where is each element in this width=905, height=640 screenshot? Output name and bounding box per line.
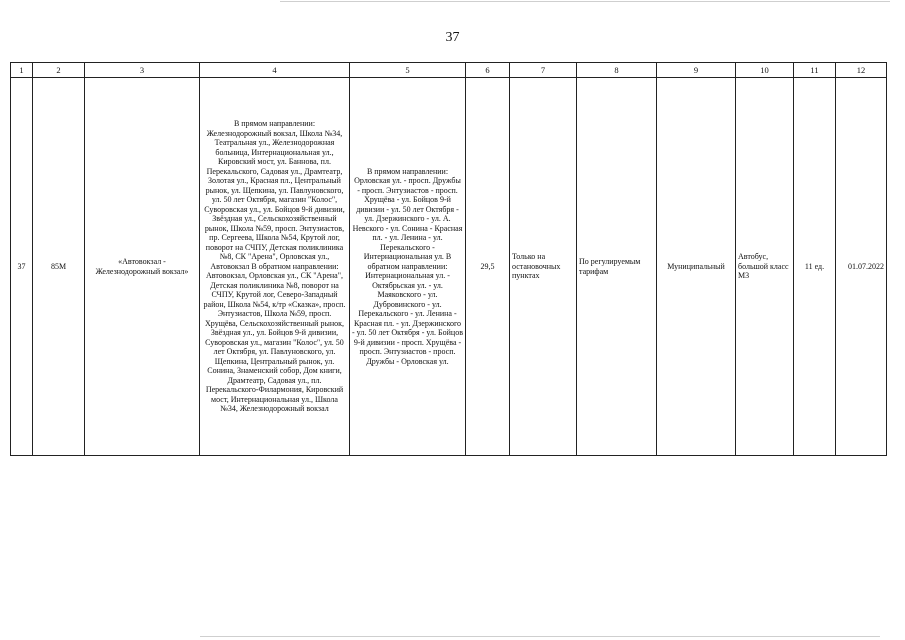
table-row <box>11 78 887 456</box>
column-number: 1 <box>11 63 33 78</box>
bottom-scan-rule <box>200 636 880 637</box>
route-number-cell: 85М <box>33 78 85 456</box>
column-number-row <box>11 63 887 78</box>
column-number: 10 <box>736 63 794 78</box>
tariff-cell: По регулируемым тарифам <box>577 78 657 456</box>
column-number: 3 <box>85 63 200 78</box>
stops-cell: В прямом направлении: Железнодорожный вокзал, Школа №34, Театральная ул., Железнодорожная больница, Интернациональная ул., Кировский мост, ул. Баннова, пл. Перекальского, Садовая ул., Драмтеатр, Золотая ул., Красная пл., Центральный рынок, ул. Щепкина, ул. Павлуновского, ул. 50 лет Октября, магазин "Колос", Суворовская ул., ул. Бойцов 9-й дивизии, Звёздная ул., Сельскохозяйственный рынок, Школа №59, просп. Энтузиастов, пр. Сергеева, Школа №54, Крутой лог, поворот на СЧПУ, Детская поликлиника №8, СК "Арена", Орловская ул., Автовокзал В обратном направлении: Автовокзал, Орловская ул., СК "Арена", Детская поликлиника №8, поворот на СЧПУ, Крутой лог, Северо-Западный район, Школа №54, к/тр «Сказка», просп. Энтузиастов, Школа №59, просп. Хрущёва, Сельскохозяйственный рынок, Звёздная ул., ул. Бойцов 9-й дивизии, Суворовская ул., магазин "Колос", ул. 50 лет Октября, ул. Павлуновского, ул. Щепкина, Центральный рынок, ул. Сонина, Знаменский собор, Дом книги, Драмтеатр, Садовая ул., пл. Перекальского-Филармония, Кировский мост, Интернациональная ул., Школа №34, Железнодорожный вокзал <box>200 78 350 456</box>
route-name-cell: «Автовокзал - Железнодорожный вокзал» <box>85 78 200 456</box>
column-number: 5 <box>350 63 466 78</box>
column-number: 7 <box>510 63 577 78</box>
transport-type-cell: Муниципальный <box>657 78 736 456</box>
top-scan-rule <box>280 1 890 2</box>
route-table <box>10 62 887 456</box>
length-cell: 29,5 <box>466 78 510 456</box>
column-number: 9 <box>657 63 736 78</box>
vehicle-count-cell: 11 ед. <box>794 78 836 456</box>
column-number: 12 <box>836 63 887 78</box>
vehicle-class-cell: Автобус, большой класс М3 <box>736 78 794 456</box>
column-number: 11 <box>794 63 836 78</box>
row-number-cell: 37 <box>11 78 33 456</box>
column-number: 4 <box>200 63 350 78</box>
page-number: 37 <box>445 30 460 45</box>
column-number: 6 <box>466 63 510 78</box>
stop-order-cell: Только на остановочных пунктах <box>510 78 577 456</box>
column-number: 2 <box>33 63 85 78</box>
streets-cell: В прямом направлении: Орловская ул. - просп. Дружбы - просп. Энтузиастов - просп. Хрущёва - ул. Бойцов 9-й дивизии - ул. 50 лет Октября - ул. Дзержинского - ул. А. Невского - ул. Сонина - Красная пл. - ул. Ленина - ул. Перекальского - Интернациональная ул. В обратном направлении: Интернациональная ул. - Октябрьская ул. - ул. Маяковского - ул. Дубровинского - ул. Перекальского - ул. Ленина - Красная пл. - ул. Дзержинского - ул. 50 лет Октября - ул. Бойцов 9-й дивизии - просп. Хрущёва - просп. Энтузиастов - просп. Дружбы - Орловская ул. <box>350 78 466 456</box>
column-number: 8 <box>577 63 657 78</box>
start-date-cell: 01.07.2022 <box>836 78 887 456</box>
